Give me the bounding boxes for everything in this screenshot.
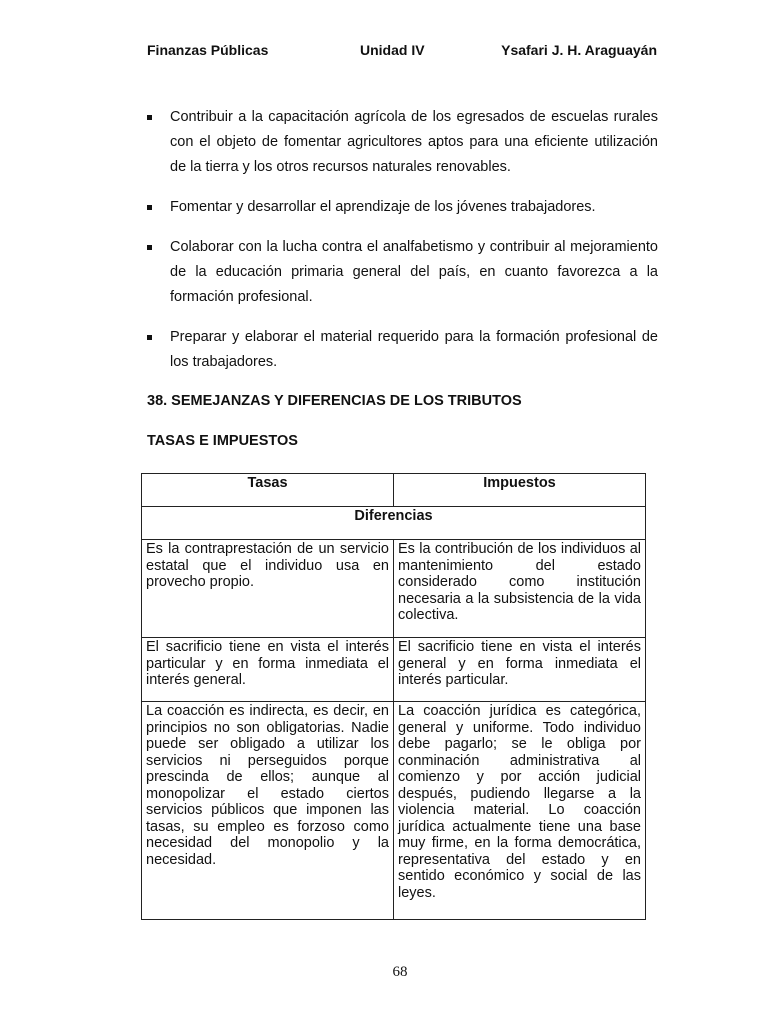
- page-header: [147, 42, 657, 60]
- list-item-text: Preparar y elaborar el material requerido para la formación profesional de los trabajadores.: [170, 329, 658, 370]
- list-item: [147, 195, 658, 220]
- column-header-tasas: Tasas: [142, 474, 394, 507]
- bullet-list: [147, 105, 658, 390]
- comparison-table: [141, 473, 646, 920]
- bullet-square-icon: [147, 245, 152, 250]
- table-group-row: [142, 507, 646, 540]
- header-unit: Unidad IV: [360, 42, 425, 58]
- table-row: [142, 540, 646, 638]
- bullet-square-icon: [147, 335, 152, 340]
- list-item: [147, 325, 658, 375]
- table-cell: El sacrificio tiene en vista el interés particular y en forma inmediata el interés general.: [142, 638, 394, 702]
- table-row: [142, 638, 646, 702]
- table-cell: El sacrificio tiene en vista el interés general y en forma inmediata el interés particular.: [394, 638, 646, 702]
- list-item-text: Fomentar y desarrollar el aprendizaje de los jóvenes trabajadores.: [170, 199, 596, 215]
- column-header-impuestos: Impuestos: [394, 474, 646, 507]
- list-item-text: Contribuir a la capacitación agrícola de los egresados de escuelas rurales con el objeto de fomentar agricultores aptos para una eficiente utilización de la tierra y los otros recursos naturales renovables.: [170, 109, 658, 175]
- table-cell: La coacción es indirecta, es decir, en principios no son obligatorias. Nadie puede ser obligado a utilizar los servicios ni perseguidos porque prescinda de ellos; aunque al monopolizar el estado ciertos servicios públicos que imponen las tasas, su empleo es forzoso como necesidad del monopolio y la necesidad.: [142, 702, 394, 920]
- table-cell: Es la contraprestación de un servicio estatal que el individuo usa en provecho propio.: [142, 540, 394, 638]
- table-row: [142, 702, 646, 920]
- section-title: 38. SEMEJANZAS Y DIFERENCIAS DE LOS TRIBUTOS: [147, 393, 522, 409]
- table-cell: La coacción jurídica es categórica, general y uniforme. Todo individuo debe pagarlo; se le obliga por conminación administrativa al comienzo y por acción judicial después, pudiendo llegarse a la violencia material. Lo coacción jurídica actualmente tiene una base muy firme, en la forma democrática, representativa del estado y en sentido económico y social de las leyes.: [394, 702, 646, 920]
- subsection-title: TASAS E IMPUESTOS: [147, 433, 298, 449]
- bullet-square-icon: [147, 205, 152, 210]
- list-item: [147, 105, 658, 180]
- list-item: [147, 235, 658, 310]
- table-cell: Es la contribución de los individuos al mantenimiento del estado considerado como institución necesaria a la subsistencia de la vida colectiva.: [394, 540, 646, 638]
- list-item-text: Colaborar con la lucha contra el analfabetismo y contribuir al mejoramiento de la educación primaria general del país, en cuanto favorezca a la formación profesional.: [170, 239, 658, 305]
- page-number: 68: [392, 964, 408, 980]
- header-author: Ysafari J. H. Araguayán: [501, 42, 657, 58]
- bullet-square-icon: [147, 115, 152, 120]
- group-label-diferencias: Diferencias: [142, 507, 646, 540]
- header-course: Finanzas Públicas: [147, 42, 269, 58]
- table-header-row: [142, 474, 646, 507]
